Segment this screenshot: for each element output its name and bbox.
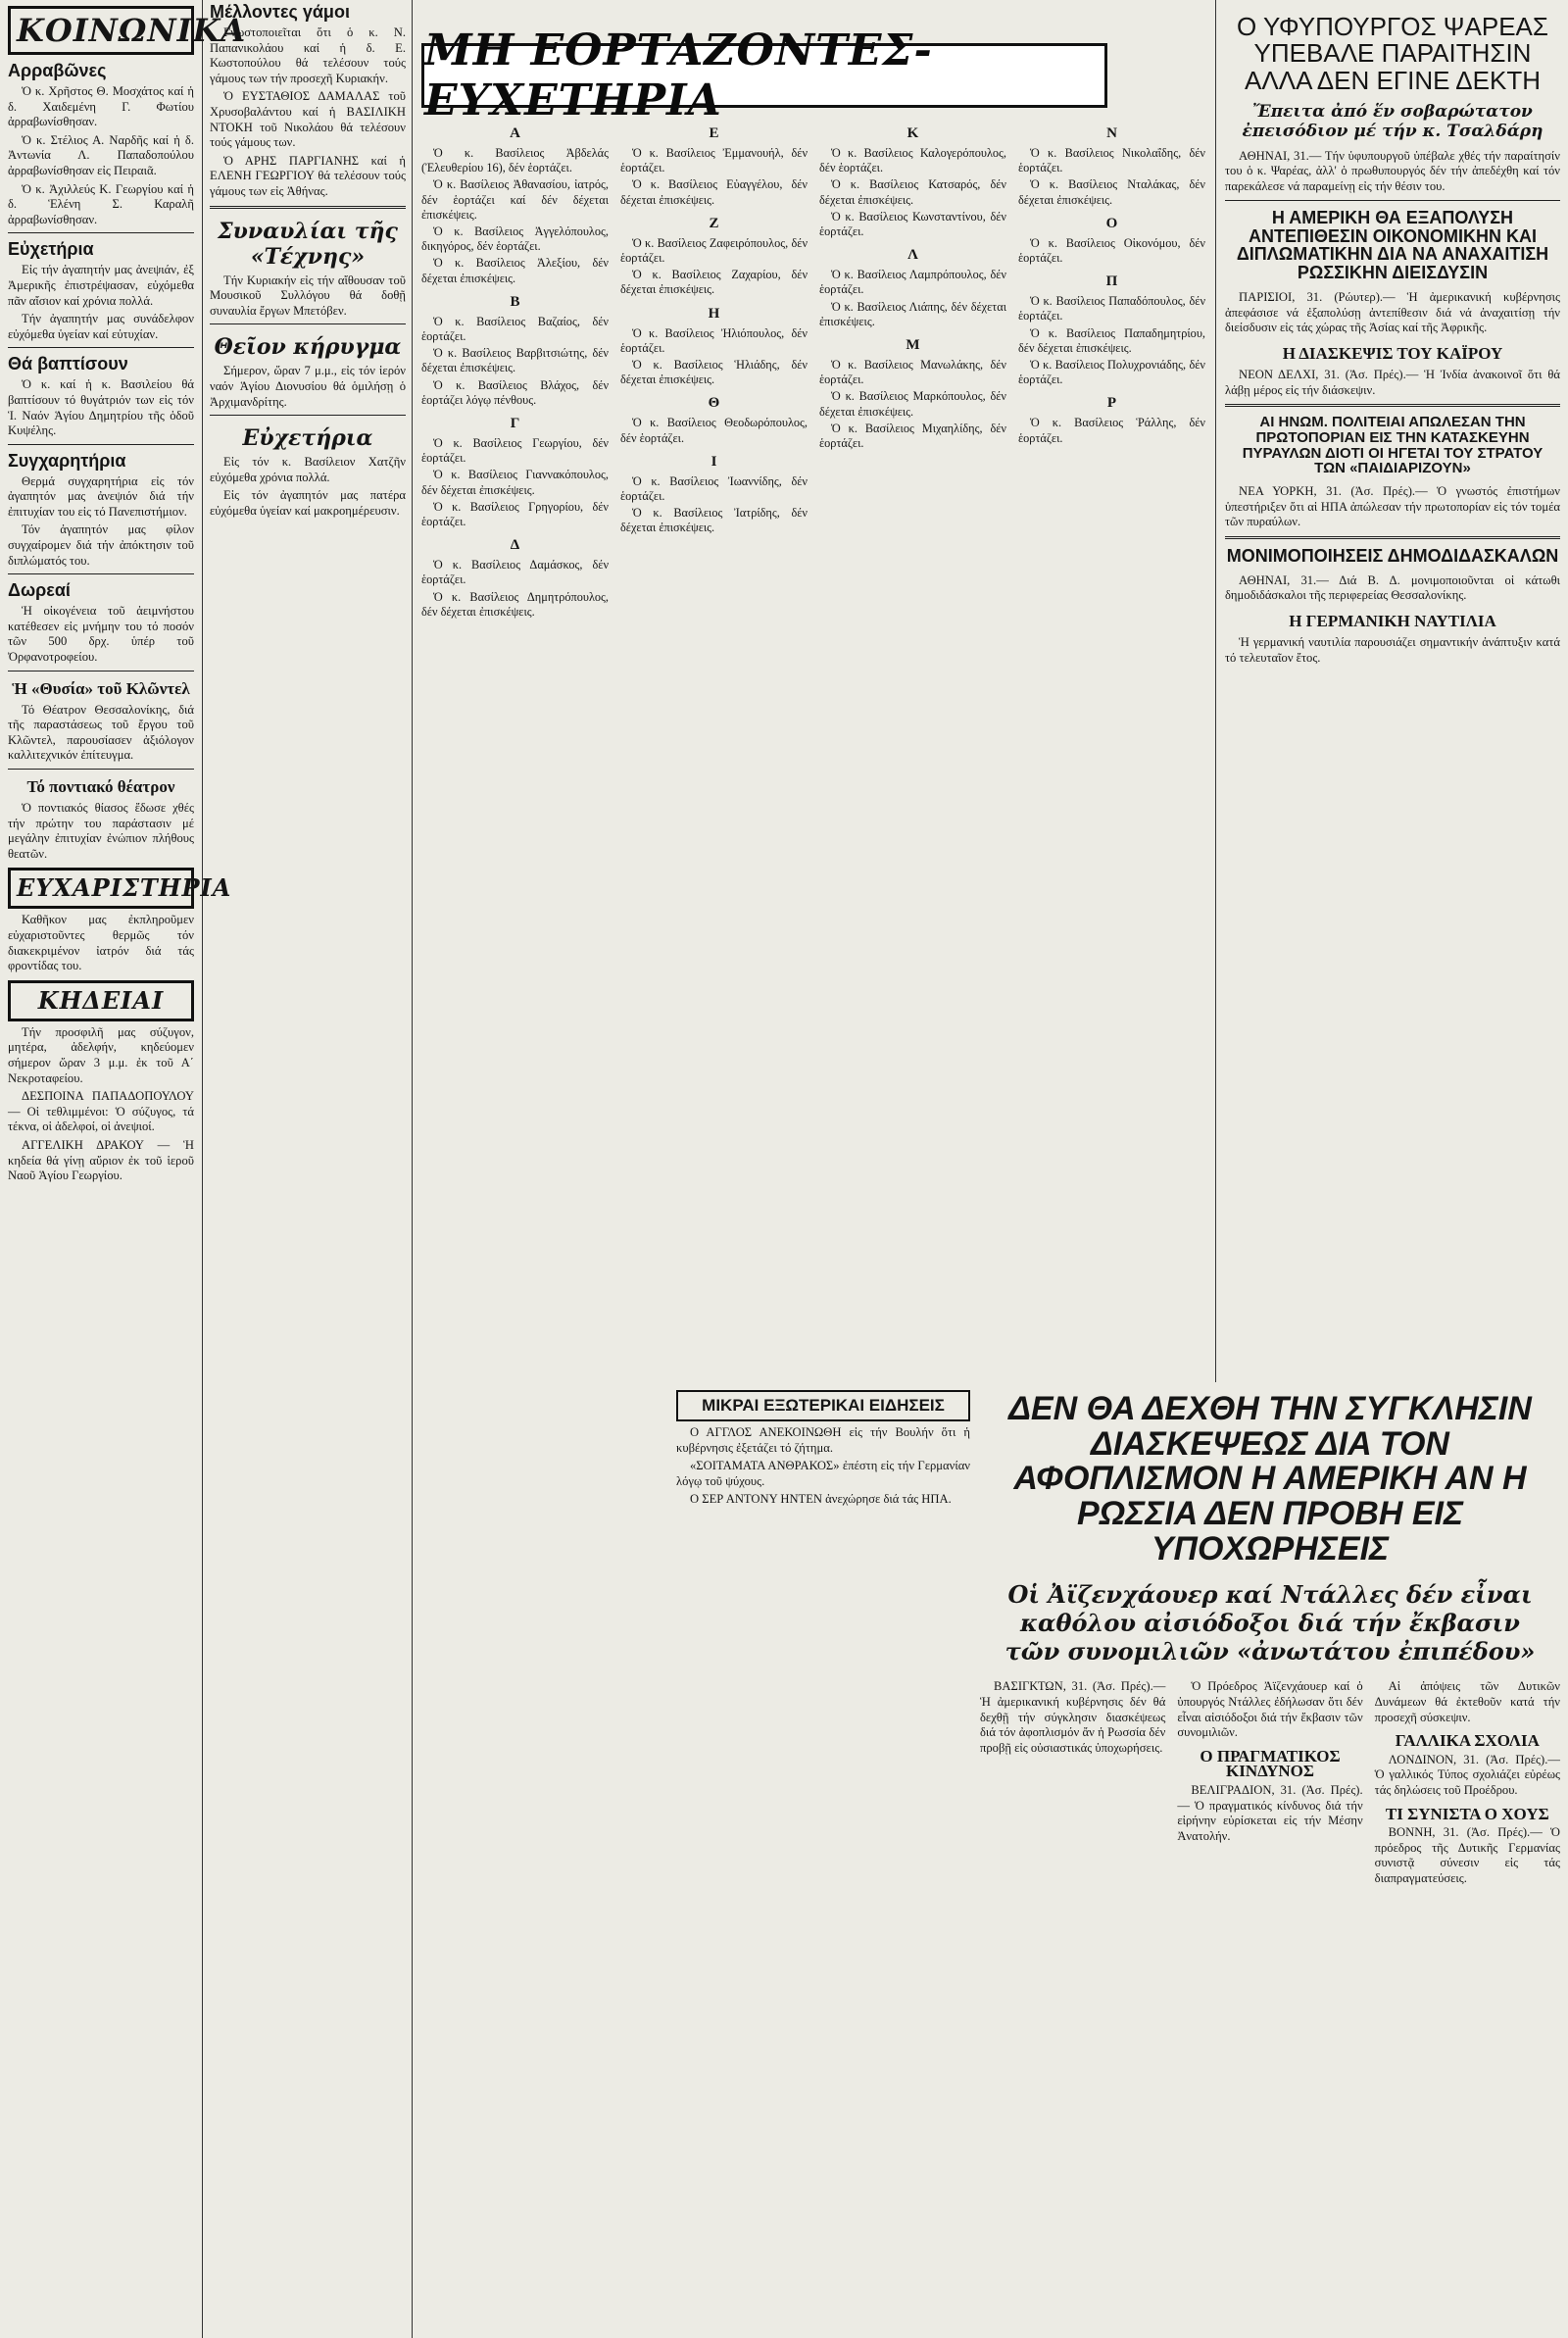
letter-heading: Θ <box>708 395 720 412</box>
list-item: Εἰς τόν κ. Βασίλειον Χατζῆν εὐχόμεθα χρόνια πολλά. <box>210 455 406 484</box>
letter-heading: Ζ <box>709 215 719 231</box>
story-columns <box>980 1679 1560 1889</box>
list-item: Ὁ κ. Βασίλειος Δημητρόπουλος, δέν δέχεται ἐπισκέψεις. <box>421 589 609 619</box>
column-right-news <box>1225 0 1560 1382</box>
list-item: Εἰς τήν ἀγαπητήν μας ἀνεψιάν, ἐξ Ἀμερικῆς ἐπιστρέψασαν, εὐχόμεθα πᾶν αἴσιον καί χρόνια πολλά. <box>8 263 194 308</box>
list-item: Ὁ κ. Στέλιος Α. Ναρδῆς καί ἡ δ. Ἀντωνία Λ. Παπαδοπούλου ἀρραβωνίσθησαν εἰς Πειραιᾶ. <box>8 132 194 177</box>
subheadline-disarmament: Οἱ Ἀϊζενχάουερ καί Ντάλλες δέν εἶναι καθόλου αἰσιόδοξοι διά τήν ἔκβασιν τῶν συνομιλιῶν «ἀνωτάτου ἐπιπέδου» <box>1004 1580 1536 1666</box>
list-item: Ὁ κ. Βασίλειος Δαμάσκος, δέν ἑορτάζει. <box>421 558 609 587</box>
headline-resignation: Ο ΥΦΥΠΟΥΡΓΟΣ ΨΑΡΕΑΣ ΥΠΕΒΑΛΕ ΠΑΡΑΙΤΗΣΙΝ ΑΛΛΑ ΔΕΝ ΕΓΙΝΕ ΔΕΚΤΗ <box>1237 12 1548 95</box>
letter-heading: Ν <box>1106 125 1117 141</box>
letter-heading: Η <box>708 305 720 322</box>
foreign-news-heading: ΜΙΚΡΑΙ ΕΞΩΤΕΡΙΚΑΙ ΕΙΔΗΣΕΙΣ <box>676 1390 970 1421</box>
subheading-french: ΓΑΛΛΙΚΑ ΣΧΟΛΙΑ <box>1395 1731 1540 1751</box>
theatre1-heading: Ἡ «Θυσία» τοῦ Κλῶντελ <box>12 678 190 698</box>
nameday-list <box>421 118 1205 1039</box>
list-item: Ὁ κ. Βασίλειος Βαζαίος, δέν ἑορτάζει. <box>421 314 609 344</box>
headline-america: Η ΑΜΕΡΙΚΗ ΘΑ ΕΞΑΠΟΛΥΣΗ ΑΝΤΕΠΙΘΕΣΙΝ ΟΙΚΟΝΟΜΙΚΗΝ ΚΑΙ ΔΙΠΛΩΜΑΤΙΚΗΝ ΔΙΑ ΝΑ ΑΝΑΧΑΙΤΙΣΗ ΡΩΣΣΙΚΗΝ ΔΙΕΙΣΔΥΣΙΝ <box>1236 207 1549 283</box>
article-text: Ὁ Πρόεδρος Ἀϊζενχάουερ καί ὁ ὑπουργός Ντάλλες ἐδήλωσαν ὅτι δέν εἶναι αἰσιόδοξοι διά τήν ἔκβασιν τῶν συνομιλιῶν. <box>1177 1679 1363 1740</box>
list-item: Ο ΑΓΓΛΟΣ ΑΝΕΚΟΙΝΩΘΗ εἰς τήν Βουλήν ὅτι ἡ κυβέρνησις ἐξετάζει τό ζήτημα. <box>676 1425 970 1455</box>
article-text: ΒΟΝΝΗ, 31. (Ἀσ. Πρές).— Ὁ πρόεδρος τῆς Δυτικῆς Γερμανίας συνιστᾷ σύνεσιν εἰς τάς διαπραγματεύσεις. <box>1374 1825 1560 1885</box>
article-text: ΒΕΛΙΓΡΑΔΙΟΝ, 31. (Ἀσ. Πρές).— Ὁ πραγματικός κίνδυνος διά τήν εἰρήνην εὑρίσκεται εἰς τήν Μέσην Ἀνατολήν. <box>1177 1783 1363 1843</box>
list-item: ΔΕΣΠΟΙΝΑ ΠΑΠΑΔΟΠΟΥΛΟΥ — Οἱ τεθλιμμένοι: Ὁ σύζυγος, τά τέκνα, οἱ ἀδελφοί, οἱ ἀνεψιοί. <box>8 1089 194 1134</box>
list-item: Ὁ κ. Βασίλειος Ἠλιόπουλος, δέν ἑορτάζει. <box>620 325 808 355</box>
list-item: Ὁ κ. Βασίλειος Μαρκόπουλος, δέν δέχεται ἐπισκέψεις. <box>819 389 1006 419</box>
theatre2-heading: Τό ποντιακό θέατρον <box>26 777 175 796</box>
banner-title-box <box>421 25 1107 125</box>
headline-teachers: ΜΟΝΙΜΟΠΟΙΗΣΕΙΣ ΔΗΜΟΔΙΔΑΣΚΑΛΩΝ <box>1226 545 1559 566</box>
list-item: Ὁ κ. Βασίλειος Νταλάκας, δέν δέχεται ἐπισκέψεις. <box>1018 177 1205 207</box>
list-item: Ὁ κ. Βασίλειος Μιχαηλίδης, δέν ἑορτάζει. <box>819 421 1006 451</box>
thanks-heading: ΕΥΧΑΡΙΣΤΗΡΙΑ <box>8 868 194 909</box>
list-item: Ὁ κ. Χρῆστος Θ. Μοσχάτος καί ἡ δ. Χαιδεμένη Γ. Φωτίου ἀρραβωνίσθησαν. <box>8 84 194 129</box>
list-item: Τήν ἀγαπητήν μας συνάδελφον εὐχόμεθα ὑγείαν καί εὐτυχίαν. <box>8 312 194 341</box>
lead-story-disarmament <box>980 1392 1560 2323</box>
list-item: Ὁ κ. Βασίλειος Ἀβδελάς (Ἐλευθερίου 16), δέν ἑορτάζει. <box>421 146 609 175</box>
list-item: Τόν ἀγαπητόν μας φίλον συγχαίρομεν διά τήν ἀπόκτησιν τοῦ διπλώματός του. <box>8 522 194 568</box>
letter-heading: Κ <box>906 125 919 141</box>
list-item: Ὁ κ. Βασίλειος Κατσαρός, δέν δέχεται ἐπισκέψεις. <box>819 177 1006 207</box>
baptism-heading: Θά βαπτίσουν <box>8 354 128 374</box>
column-rule <box>412 0 413 2338</box>
list-item: Ὁ κ. Βασίλειος Λαμπρόπουλος, δέν ἑορτάζει. <box>819 268 1006 297</box>
list-item: Ὁ κ. Βασίλειος Ἀλεξίου, δέν δέχεται ἐπισκέψεις. <box>421 256 609 285</box>
list-item: ΑΓΓΕΛΙΚΗ ΔΡΑΚΟΥ — Ἡ κηδεία θά γίνῃ αὔριον ἐκ τοῦ ἱεροῦ Ναοῦ Ἁγίου Γεωργίου. <box>8 1137 194 1183</box>
list-item: Ὁ κ. Βασίλειος Ἐμμανουήλ, δέν ἑορτάζει. <box>620 146 808 175</box>
engagements-heading: Αρραβῶνες <box>8 61 107 80</box>
list-item: Ὁ κ. Βασίλειος Νικολαΐδης, δέν ἑορτάζει. <box>1018 146 1205 175</box>
list-item: Ὁ κ. Βασίλειος Γρηγορίου, δέν ἑορτάζει. <box>421 499 609 529</box>
subheadline-resignation: Ἔπειτα ἀπό ἕν σοβαρώτατον ἐπεισόδιον μέ τήν κ. Τσαλδάρη <box>1242 101 1544 141</box>
list-item: «ΣΟΙΤΑΜΑΤΑ ΑΝΘΡΑΚΟΣ» ἐπέστη εἰς τήν Γερμανίαν λόγῳ τοῦ ψύχους. <box>676 1459 970 1488</box>
gifts-text: Ἡ οἰκογένεια τοῦ ἀειμνήστου κατέθεσεν εἰς μνήμην του τό ποσόν τῶν 500 δρχ. ὑπέρ τοῦ Ὀρφανοτροφείου. <box>8 604 194 665</box>
letter-heading: Δ <box>510 537 520 554</box>
theatre2-text: Ὁ ποντιακός θίασος ἔδωσε χθές τήν πρώτην του παράστασιν μέ μεγάλην ἐπιτυχίαν ἐνώπιον πλήθους θεατῶν. <box>8 801 194 861</box>
article-text: ΑΘΗΝΑΙ, 31.— Διά Β. Δ. μονιμοποιοῦνται οἱ κάτωθι δημοδιδάσκαλοι τῆς περιφερείας Θεσσαλονίκης. <box>1225 572 1560 603</box>
wishes2-heading: Εὐχετήρια <box>242 425 373 452</box>
wishes-heading: Εὐχετήρια <box>8 239 94 260</box>
article-text: ΒΑΣΙΓΚΤΩΝ, 31. (Ἀσ. Πρές).— Ἡ ἀμερικανική κυβέρνησις δέν θά δεχθῇ τήν σύγκλησιν διασκέψεως διά τόν ἀφοπλισμόν ἄν ἡ Ρωσσία δέν προβῇ εἰς οὐσιαστικάς ὑποχωρήσεις. <box>980 1679 1166 1755</box>
letter-heading: Λ <box>907 247 918 264</box>
banner-title: ΜΗ ΕΟΡΤΑΖΟΝΤΕΣ-ΕΥΧΕΤΗΡΙΑ <box>424 25 933 125</box>
list-item: Ὁ κ. Βασίλειος Θεοδωρόπουλος, δέν ἑορτάζει. <box>620 416 808 445</box>
gifts-heading: Δωρεαί <box>8 580 71 601</box>
letter-heading: Ε <box>709 125 719 141</box>
list-item: Ὁ κ. Βασίλειος Κωνσταντίνου, δέν ἑορτάζει. <box>819 209 1006 239</box>
headline-disarmament: ΔΕΝ ΘΑ ΔΕΧΘΗ ΤΗΝ ΣΥΓΚΛΗΣΙΝ ΔΙΑΣΚΕΨΕΩΣ ΔΙΑ ΤΟΝ ΑΦΟΠΛΙΣΜΟΝ Η ΑΜΕΡΙΚΗ ΑΝ Η ΡΩΣΣΙΑ ΔΕΝ ΠΡΟΒΗ ΕΙΣ ΥΠΟΧΩΡΗΣΕΙΣ <box>1008 1390 1532 1567</box>
list-item: Ὁ κ. Βασίλειος Εὐαγγέλου, δέν δέχεται ἐπισκέψεις. <box>620 177 808 207</box>
column-announcements <box>210 0 406 2338</box>
concerts-text: Τήν Κυριακήν εἰς τήν αἴθουσαν τοῦ Μουσικοῦ Συλλόγου θά δοθῇ συναυλία ἔργων Μπετόβεν. <box>210 273 406 318</box>
list-item: Γνωστοποιεῖται ὅτι ὁ κ. Ν. Παπανικολάου καί ἡ δ. Ε. Κωστοπούλου θά τελέσουν τούς γάμους των τήν προσεχῆ Κυριακήν. <box>210 25 406 85</box>
letter-heading: Ι <box>710 453 717 470</box>
letter-heading: Ρ <box>1106 395 1117 412</box>
list-item: Ὁ κ. Βασίλειος Ἀθανασίου, ἰατρός, δέν ἑορτάζει καί δέν δέχεται ἐπισκέψεις. <box>421 177 609 222</box>
column-social <box>8 0 247 2338</box>
list-item: Ὁ κ. Βασίλειος Βλάχος, δέν ἑορτάζει λόγῳ πένθους. <box>421 377 609 407</box>
subheading-cairo: Η ΔΙΑΣΚΕΨΙΣ ΤΟΥ ΚΑΪΡΟΥ <box>1282 344 1503 364</box>
section-title-social: ΚΟΙΝΩΝΙΚΑ <box>8 6 194 55</box>
list-item: Ὁ κ. Βασίλειος Γιαννακόπουλος, δέν δέχεται ἐπισκέψεις. <box>421 468 609 497</box>
list-item: Εἰς τόν ἀγαπητόν μας πατέρα εὐχόμεθα ὑγείαν καί μακροημέρευσιν. <box>210 488 406 518</box>
list-item: Ὁ κ. Βασίλειος Ζαφειρόπουλος, δέν ἑορτάζει. <box>620 235 808 266</box>
engagements-list <box>8 84 194 227</box>
list-item: Ὁ ΕΥΣΤΑΘΙΟΣ ΔΑΜΑΛΑΣ τοῦ Χρυσοβαλάντου καί ἡ ΒΑΣΙΛΙΚΗ ΝΤΟΚΗ τοῦ Νικολάου θά τελέσουν τούς γάμους των. <box>210 89 406 150</box>
article-text: ΝΕΑ ΥΟΡΚΗ, 31. (Ἀσ. Πρές).— Ὁ γνωστός ἐπιστήμων ὑπεστήριξεν ὅτι αἱ ΗΠΑ ἀπώλεσαν τήν πρωτοπορίαν εἰς τόν τομέα τῶν πυραύλων. <box>1225 484 1560 529</box>
letter-heading: Α <box>510 125 520 141</box>
letter-heading: Μ <box>906 337 920 354</box>
article-text: ΛΟΝΔΙΝΟΝ, 31. (Ἀσ. Πρές).— Ὁ γαλλικός Τύπος σχολιάζει εὐρέως τάς δηλώσεις τοῦ Προέδρου. <box>1374 1752 1560 1797</box>
list-item: Ὁ κ. Βασίλειος Ἰωαννίδης, δέν ἑορτάζει. <box>620 473 808 504</box>
theatre1-text: Τό Θέατρον Θεσσαλονίκης, διά τῆς παραστάσεως τοῦ ἔργου τοῦ Κλῶντελ, παρουσίασεν ἀξιόλογον καλλιτεχνικόν ἐπίτευγμα. <box>8 702 194 763</box>
list-item: Ὁ κ. Βασίλειος Λιάπης, δέν δέχεται ἐπισκέψεις. <box>819 299 1006 328</box>
article-text: ΑΘΗΝΑΙ, 31.— Τήν ὑφυπουργοῦ ὑπέβαλε χθές τήν παραίτησίν του ὁ κ. Ψαρέας, ἀλλ' ὁ πρωθυπουργός δέν τήν ἀπεδέχθη καί τόν παρεκάλεσε νά παραμείνῃ εἰς τήν θέσιν του. <box>1225 148 1560 194</box>
list-item: Θερμά συγχαρητήρια εἰς τόν ἀγαπητόν μας ἀνεψιόν διά τήν ἐπιτυχίαν του εἰς τό Πανεπιστήμιον. <box>8 473 194 519</box>
subheading-shipping: Η ΓΕΡΜΑΝΙΚΗ ΝΑΥΤΙΛΙΑ <box>1289 612 1496 631</box>
letter-heading: Γ <box>510 416 520 432</box>
column-rule <box>202 0 203 2338</box>
nameday-column <box>421 118 609 1039</box>
list-item: Ὁ κ. Βασίλειος Γεωργίου, δέν ἑορτάζει. <box>421 436 609 466</box>
list-item: Ὁ κ. Βασίλειος Ἀγγελόπουλος, δικηγόρος, δέν ἑορτάζει. <box>421 224 609 254</box>
article-text: ΝΕΟΝ ΔΕΛΧΙ, 31. (Ἀσ. Πρές).— Ἡ Ἰνδία ἀνακοινοῖ ὅτι θά λάβῃ μέρος εἰς τήν διάσκεψιν. <box>1225 368 1560 397</box>
subheading-danger: Ο ΠΡΑΓΜΑΤΙΚΟΣ ΚΙΝΔΥΝΟΣ <box>1200 1746 1341 1781</box>
list-item: Ὁ κ. Βασίλειος Οἰκονόμου, δέν ἑορτάζει. <box>1018 235 1205 266</box>
thanks-text: Καθῆκον μας ἐκπληροῦμεν εὐχαριστοῦντες θερμῶς τόν διακεκριμένον ἰατρόν διά τάς φροντίδας του. <box>8 913 194 973</box>
headline-missiles: ΑΙ ΗΝΩΜ. ΠΟΛΙΤΕΙΑΙ ΑΠΩΛΕΣΑΝ ΤΗΝ ΠΡΩΤΟΠΟΡΙΑΝ ΕΙΣ ΤΗΝ ΚΑΤΑΣΚΕΥΗΝ ΠΥΡΑΥΛΩΝ ΔΙΟΤΙ ΟΙ ΗΓΕΤΑΙ ΤΟΥ ΣΤΡΑΤΟΥ ΤΩΝ «ΠΑΙΔΙΑΡΙΖΟΥΝ» <box>1242 414 1544 477</box>
congrats-heading: Συγχαρητήρια <box>8 450 126 471</box>
letter-heading: Π <box>1105 274 1118 290</box>
list-item: Ὁ κ. Βασίλειος Ἰατρίδης, δέν δέχεται ἐπισκέψεις. <box>620 506 808 535</box>
foreign-news <box>676 1382 970 2323</box>
letter-heading: Ο <box>1105 215 1118 231</box>
sermon-heading: Θεῖον κήρυγμα <box>214 334 402 361</box>
list-item: Ὁ ΑΡΗΣ ΠΑΡΓΙΑΝΗΣ καί ἡ ΕΛΕΝΗ ΓΕΩΡΓΙΟΥ θά τελέσουν τούς γάμους των εἰς Ἀθήνας. <box>210 153 406 198</box>
list-item: Ὁ κ. Βασίλειος Ἡλιάδης, δέν δέχεται ἐπισκέψεις. <box>620 358 808 387</box>
nameday-column <box>620 118 808 1039</box>
list-item: Ὁ κ. Βασίλειος Ζαχαρίου, δέν δέχεται ἐπισκέψεις. <box>620 268 808 297</box>
subheading-advice: ΤΙ ΣΥΝΙΣΤΑ Ο ΧΟΥΣ <box>1385 1804 1549 1823</box>
list-item: Ὁ κ. Βασίλειος Πολυχρονιάδης, δέν ἑορτάζει. <box>1018 358 1205 387</box>
list-item: Ο ΣΕΡ ΑΝΤΟΝΥ ΗΝΤΕΝ ἀνεχώρησε διά τάς ΗΠΑ. <box>690 1492 952 1507</box>
column-rule <box>1215 0 1216 1382</box>
nameday-column <box>1018 118 1205 1039</box>
baptism-text: Ὁ κ. καί ἡ κ. Βασιλείου θά βαπτίσουν τό θυγάτριόν των εἰς τόν Ἱ. Ναόν Ἁγίου Δημητρίου τῆς ὁδοῦ Κυψέλης. <box>8 377 194 438</box>
funerals-heading: ΚΗΔΕΙΑΙ <box>8 980 194 1021</box>
list-item: Τήν προσφιλῆ μας σύζυγον, μητέρα, ἀδελφήν, κηδεύομεν σήμερον ὥραν 3 μ.μ. ἐκ τοῦ Α΄ Νεκροταφείου. <box>8 1024 194 1085</box>
list-item: Ὁ κ. Βασίλειος Παπαδημητρίου, δέν δέχεται ἐπισκέψεις. <box>1018 325 1205 355</box>
list-item: Ὁ κ. Βασίλειος Βαρβιτσιώτης, δέν δέχεται ἐπισκέψεις. <box>421 346 609 375</box>
article-text: Αἱ ἀπόψεις τῶν Δυτικῶν Δυνάμεων θά ἐκτεθοῦν κατά τήν προσεχῆ σύσκεψιν. <box>1374 1679 1560 1724</box>
list-item: Ὁ κ. Βασίλειος Παπαδόπουλος, δέν ἑορτάζει. <box>1018 294 1205 323</box>
letter-heading: Β <box>510 293 520 310</box>
list-item: Ὁ κ. Βασίλειος Καλογερόπουλος, δέν ἑορτάζει. <box>819 146 1006 175</box>
list-item: Ὁ κ. Βασίλειος Ῥάλλης, δέν ἑορτάζει. <box>1018 416 1205 445</box>
weddings-heading: Μέλλοντες γάμοι <box>210 2 350 22</box>
list-item: Ὁ κ. Ἀχιλλεύς Κ. Γεωργίου καί ἡ δ. Ἑλένη Σ. Καραλῆ ἀρραβωνίσθησαν. <box>8 181 194 226</box>
list-item: Ὁ κ. Βασίλειος Μανωλάκης, δέν ἑορτάζει. <box>819 358 1006 387</box>
article-text: ΠΑΡΙΣΙΟΙ, 31. (Ρώυτερ).— Ἡ ἀμερικανική κυβέρνησις ἀπεφάσισε νά ἐξαπολύσῃ ἀντεπίθεσιν διά νά ἀναχαιτίσῃ τήν διείσδυσιν εἰς τάς χώρας τῆς Ἀσίας καί τῆς Ἀφρικῆς. <box>1225 290 1560 335</box>
nameday-column <box>819 118 1006 1039</box>
concerts-heading: Συναυλίαι τῆς «Τέχνης» <box>218 218 398 270</box>
article-text: Ἡ γερμανική ναυτιλία παρουσιάζει σημαντικήν ἀνάπτυξιν κατά τό τελευταῖον ἔτος. <box>1225 635 1560 665</box>
sermon-text: Σήμερον, ὥραν 7 μ.μ., εἰς τόν ἱερόν ναόν Ἁγίου Διονυσίου θά ὁμιλήσῃ ὁ Ἀρχιμανδρίτης. <box>210 364 406 409</box>
